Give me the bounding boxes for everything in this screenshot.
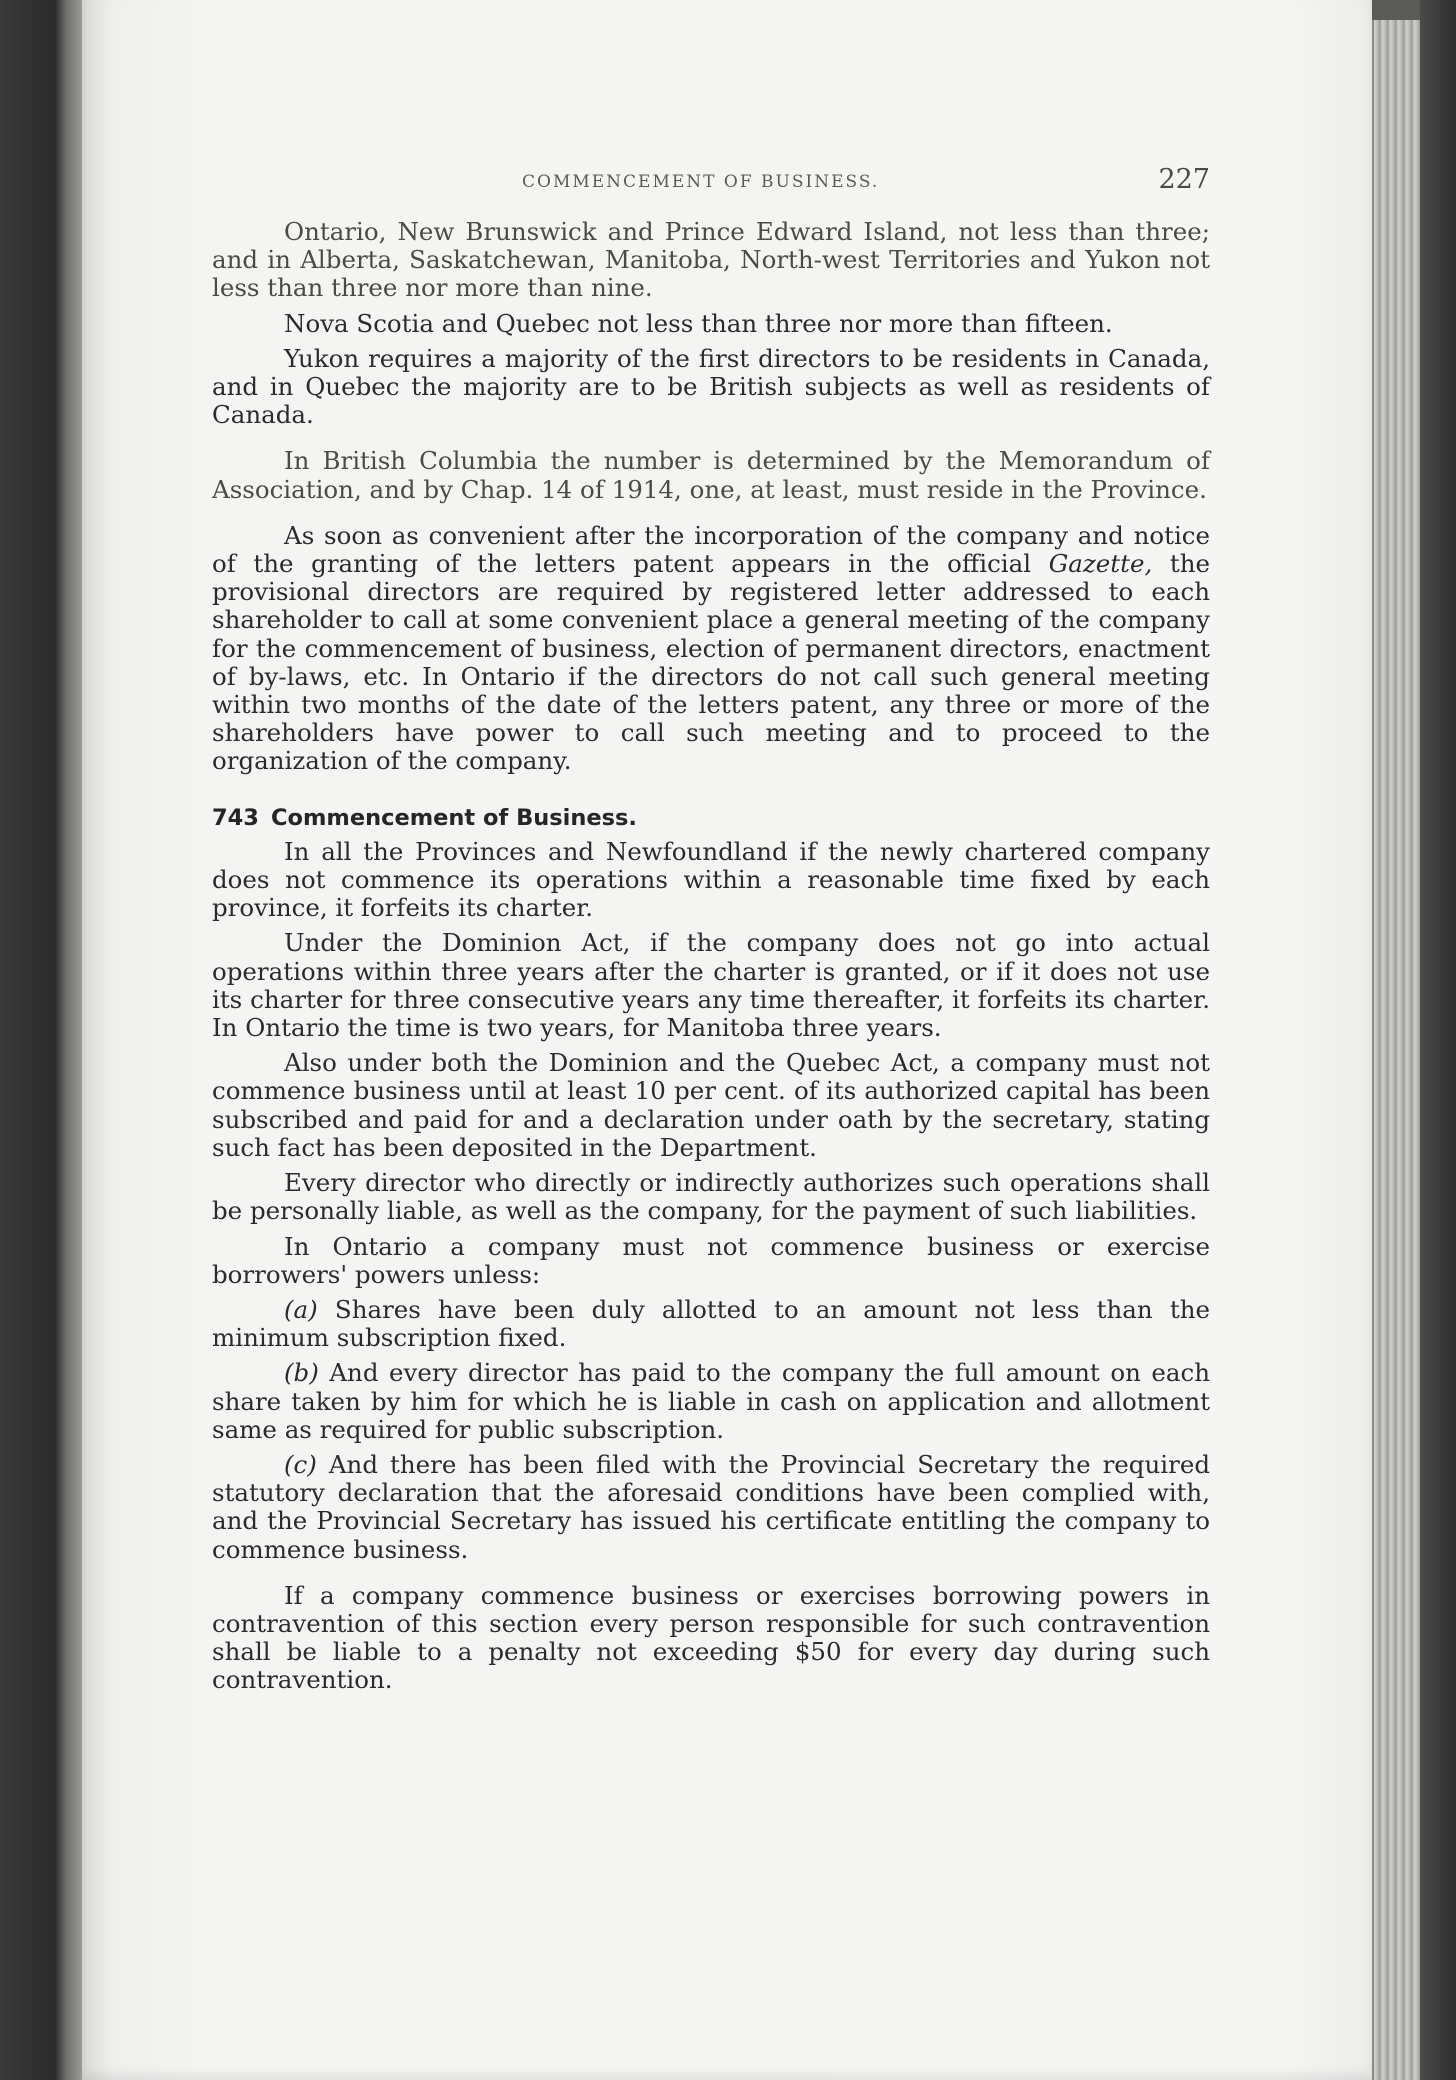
section-title: Commencement of Business.: [270, 804, 637, 831]
paragraph-gazette: [212, 522, 1210, 776]
running-title: COMMENCEMENT OF BUSINESS.: [522, 172, 880, 192]
gazette-text-after: the provisional directors are required by registered letter addressed to each shareholder to call at some convenient place a general meeting of the company for the commencement of business, election of permanent directors, enactment of by-laws, etc. In Ontario if the directors do not call such general meeting within two months of the date of the letters patent, any three or more of the shareholders have power to call such meeting and to proceed to the organization of the company.: [212, 549, 1210, 776]
paragraph-ontario-conditions: In Ontario a company must not commence business or exercise borrowers' powers unless:: [212, 1231, 1210, 1289]
paragraph-penalty: If a company commence business or exercises borrowing powers in contravention of this section every person responsible for such contravention shall be liable to a penalty not exceeding $50 for every day during such contravention.: [212, 1580, 1210, 1695]
paragraph-british-columbia: In British Columbia the number is determined by the Memorandum of Association, and by Chap. 14 of 1914, one, at least, must reside in the Province.: [212, 446, 1210, 504]
list-text-a: Shares have been duly allotted to an amount not less than the minimum subscription fixed.: [212, 1294, 1210, 1353]
section-heading: [212, 804, 1210, 832]
paragraph-quebec-act: Also under both the Dominion and the Quebec Act, a company must not commence business until at least 10 per cent. of its authorized capital has been subscribed and paid for and a declaration under oath by the secretary, stating such fact has been deposited in the Department.: [212, 1048, 1210, 1162]
page-header: [212, 164, 1210, 204]
section-number: 743: [212, 804, 259, 831]
list-marker-c: (c): [284, 1449, 317, 1479]
list-marker-a: (a): [284, 1294, 318, 1324]
paragraph-director-liability: Every director who directly or indirectly authorizes such operations shall be personally liable, as well as the company, for the payment of such liabilities.: [212, 1168, 1210, 1226]
body-text: [212, 218, 1210, 1702]
paragraph-nova-scotia: Nova Scotia and Quebec not less than three nor more than fifteen.: [284, 308, 1113, 338]
paragraph-ontario-directors: Ontario, New Brunswick and Prince Edward Island, not less than three; and in Alberta, Saskatchewan, Manitoba, North-west Territories and Yukon not less than three nor more than nine.: [212, 217, 1210, 303]
adjacent-page-edge: [0, 0, 82, 2080]
gazette-italic: Gazette,: [1048, 549, 1153, 579]
book-cover-edge: [1420, 0, 1456, 2080]
paragraph-provinces: In all the Provinces and Newfoundland if the newly chartered company does not commence its operations within a reasonable time fixed by each province, it forfeits its charter.: [212, 836, 1210, 923]
gazette-text-before: As soon as convenient after the incorporation of the company and notice of the granting of the letters patent appears in the official: [212, 520, 1210, 579]
list-text-c: And there has been filed with the Provincial Secretary the required statutory declaration that the aforesaid conditions have been complied with, and the Provincial Secretary has issued his certificate entitling the company to commence business.: [212, 1449, 1210, 1564]
page-number: 227: [1158, 164, 1210, 195]
paragraph-dominion-act: Under the Dominion Act, if the company does not go into actual operations within three years after the charter is granted, or if it does not use its charter for three consecutive years any time thereafter, it forfeits its charter. In Ontario the time is two years, for Manitoba three years.: [212, 928, 1210, 1043]
paragraph-yukon: Yukon requires a majority of the first directors to be residents in Canada, and in Quebec the majority are to be British subjects as well as residents of Canada.: [212, 343, 1210, 430]
list-marker-b: (b): [284, 1358, 319, 1388]
list-item-a: [212, 1296, 1210, 1352]
list-item-b: [212, 1359, 1210, 1444]
list-item-c: [212, 1451, 1210, 1564]
list-text-b: And every director has paid to the company the full amount on each share taken by him for which he is liable in cash on application and allotment same as required for public subscription.: [212, 1358, 1210, 1444]
